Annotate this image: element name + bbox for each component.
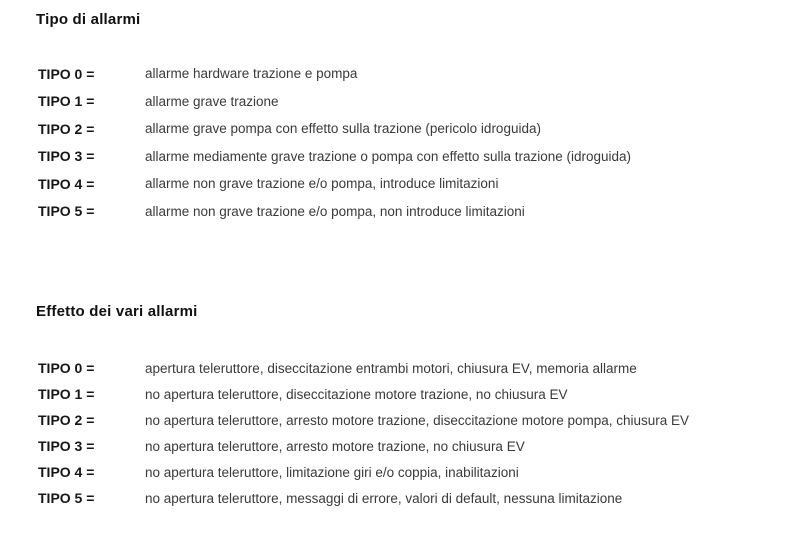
- alarm-effect-label: TIPO 0 =: [38, 360, 95, 376]
- alarm-type-description: allarme grave trazione: [145, 93, 279, 109]
- alarm-type-label: TIPO 5 =: [38, 203, 95, 220]
- alarm-effect-description: no apertura teleruttore, limitazione giri e/o coppia, inabilitazioni: [145, 464, 519, 480]
- alarm-type-label: TIPO 2 =: [38, 120, 95, 137]
- alarm-effect-row: [38, 355, 787, 381]
- alarm-type-description: allarme grave pompa con effetto sulla trazione (pericolo idroguida): [145, 121, 541, 137]
- alarm-effect-label: TIPO 5 =: [38, 490, 95, 506]
- alarm-type-list: [38, 60, 787, 225]
- alarm-effect-label: TIPO 4 =: [38, 464, 95, 480]
- alarm-effect-description: no apertura teleruttore, arresto motore trazione, no chiusura EV: [145, 438, 525, 454]
- alarm-type-label: TIPO 4 =: [38, 175, 95, 192]
- alarm-type-description: allarme mediamente grave trazione o pompa con effetto sulla trazione (idroguida): [145, 148, 632, 164]
- alarm-effect-label: TIPO 1 =: [38, 386, 95, 402]
- alarm-type-description: allarme non grave trazione e/o pompa, introduce limitazioni: [145, 176, 499, 192]
- alarm-effect-row: [38, 381, 787, 407]
- alarm-type-row: [38, 115, 787, 143]
- alarm-type-label: TIPO 3 =: [38, 148, 95, 165]
- alarm-effect-description: no apertura teleruttore, messaggi di errore, valori di default, nessuna limitazione: [145, 490, 623, 506]
- alarm-effect-row: [38, 485, 787, 511]
- alarm-type-row: [38, 88, 787, 116]
- alarm-type-row: [38, 170, 787, 198]
- section-title-tipo-di-allarmi: Tipo di allarmi: [36, 11, 141, 28]
- alarm-type-row: [38, 143, 787, 171]
- alarm-effect-row: [38, 433, 787, 459]
- alarm-effect-label: TIPO 3 =: [38, 438, 95, 454]
- alarm-type-label: TIPO 0 =: [38, 65, 95, 82]
- alarm-effect-list: [38, 355, 787, 511]
- alarm-effect-row: [38, 459, 787, 485]
- alarm-effect-description: no apertura teleruttore, arresto motore trazione, diseccitazione motore pompa, chiusura EV: [145, 412, 690, 428]
- alarm-type-row: [38, 60, 787, 88]
- alarm-effect-description: no apertura teleruttore, diseccitazione motore trazione, no chiusura EV: [145, 386, 568, 402]
- section-title-effetto-dei-vari-allarmi: Effetto dei vari allarmi: [36, 303, 198, 320]
- alarm-type-row: [38, 198, 787, 226]
- alarm-effect-row: [38, 407, 787, 433]
- alarm-effect-label: TIPO 2 =: [38, 412, 95, 428]
- alarm-type-label: TIPO 1 =: [38, 93, 95, 110]
- alarm-effect-description: apertura teleruttore, diseccitazione entrambi motori, chiusura EV, memoria allarme: [145, 360, 637, 376]
- alarm-type-description: allarme non grave trazione e/o pompa, non introduce limitazioni: [145, 203, 525, 219]
- alarm-type-description: allarme hardware trazione e pompa: [145, 66, 358, 82]
